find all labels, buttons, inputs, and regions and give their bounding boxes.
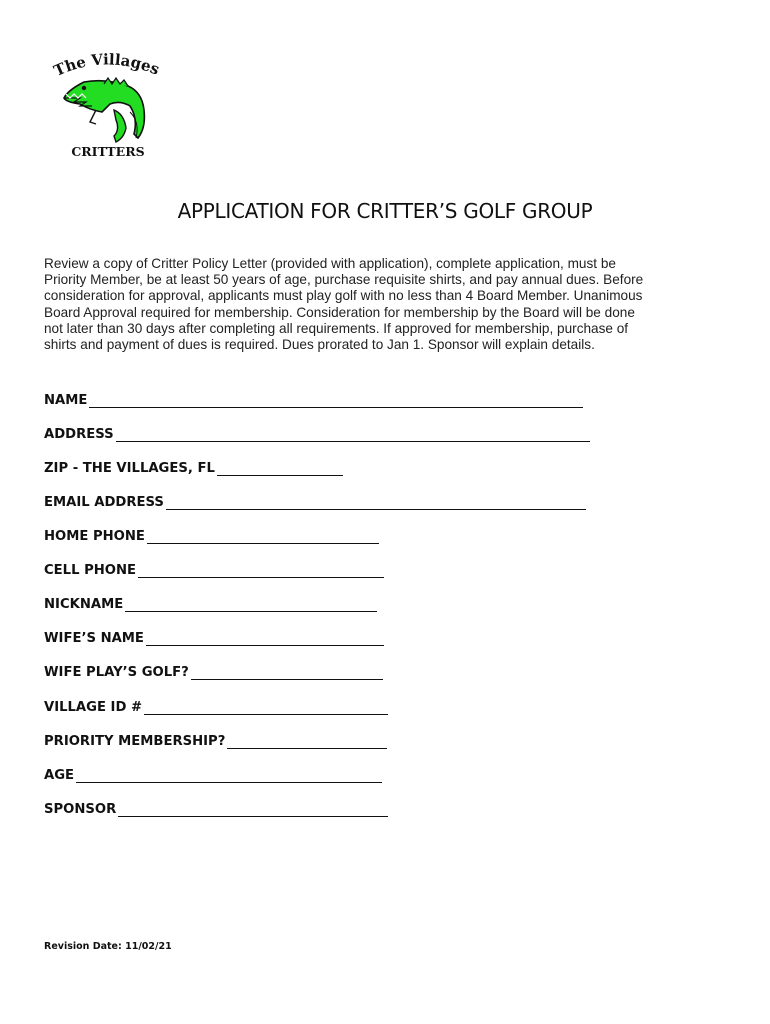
- logo-top-text: The Villages: [51, 52, 163, 81]
- field-label: NAME: [44, 393, 88, 408]
- field-email: [44, 495, 586, 510]
- village-id-input-line[interactable]: [144, 702, 388, 715]
- field-label: CELL PHONE: [44, 563, 137, 578]
- gator-icon: [64, 78, 144, 142]
- zip-input-line[interactable]: [217, 463, 343, 476]
- name-input-line[interactable]: [89, 395, 583, 408]
- field-zip: [44, 461, 343, 476]
- intro-line: Review a copy of Critter Policy Letter (provided with application), complete application, must be: [44, 256, 616, 271]
- field-label: WIFE’S NAME: [44, 631, 144, 646]
- field-label: PRIORITY MEMBERSHIP?: [44, 734, 226, 749]
- page-title: APPLICATION FOR CRITTER’S GOLF GROUP: [177, 199, 593, 223]
- field-label: SPONSOR: [44, 802, 117, 817]
- revision-date: Revision Date: 11/02/21: [44, 941, 172, 952]
- field-label: WIFE PLAY’S GOLF?: [44, 665, 189, 680]
- field-priority-membership: [44, 734, 387, 749]
- nickname-input-line[interactable]: [125, 599, 377, 612]
- priority-membership-input-line[interactable]: [227, 736, 387, 749]
- cell-phone-input-line[interactable]: [138, 565, 384, 578]
- field-village-id: [44, 700, 388, 715]
- address-input-line[interactable]: [116, 429, 590, 442]
- field-nickname: [44, 597, 377, 612]
- field-wife-golf: [44, 665, 383, 680]
- field-cell-phone: [44, 563, 384, 578]
- field-home-phone: [44, 529, 379, 544]
- field-age: [44, 768, 382, 783]
- wife-golf-input-line[interactable]: [191, 667, 383, 680]
- logo-bottom-text: CRITTERS: [71, 144, 145, 159]
- field-label: NICKNAME: [44, 597, 124, 612]
- wife-name-input-line[interactable]: [146, 633, 384, 646]
- field-sponsor: [44, 802, 388, 817]
- intro-line: Board Approval required for membership. Consideration for membership by the Board will be done: [44, 304, 635, 320]
- svg-text:The Villages: [51, 52, 162, 80]
- field-wife-name: [44, 631, 384, 646]
- sponsor-input-line[interactable]: [118, 804, 388, 817]
- field-label: ZIP - THE VILLAGES, FL: [44, 461, 215, 476]
- intro-line: consideration for approval, applicants must play golf with no less than 4 Board Member. Unanimous: [44, 288, 643, 304]
- field-label: HOME PHONE: [44, 529, 145, 544]
- field-label: VILLAGE ID #: [44, 700, 143, 715]
- home-phone-input-line[interactable]: [147, 531, 379, 544]
- field-name: [44, 393, 583, 408]
- field-label: ADDRESS: [44, 427, 114, 442]
- villages-critters-logo: [44, 52, 172, 164]
- intro-line: shirts and payment of dues is required. Dues prorated to Jan 1. Sponsor will explain details.: [44, 337, 595, 353]
- field-label: EMAIL ADDRESS: [44, 495, 164, 510]
- intro-paragraph: [44, 256, 734, 353]
- intro-line: Priority Member, be at least 50 years of age, purchase requisite shirts, and pay annual dues. Before: [44, 272, 644, 288]
- email-input-line[interactable]: [166, 497, 586, 510]
- age-input-line[interactable]: [76, 770, 382, 783]
- field-label: AGE: [44, 768, 75, 783]
- field-address: [44, 427, 590, 442]
- intro-line: not later than 30 days after completing all requirements. If approved for membership, purchase of: [44, 320, 629, 336]
